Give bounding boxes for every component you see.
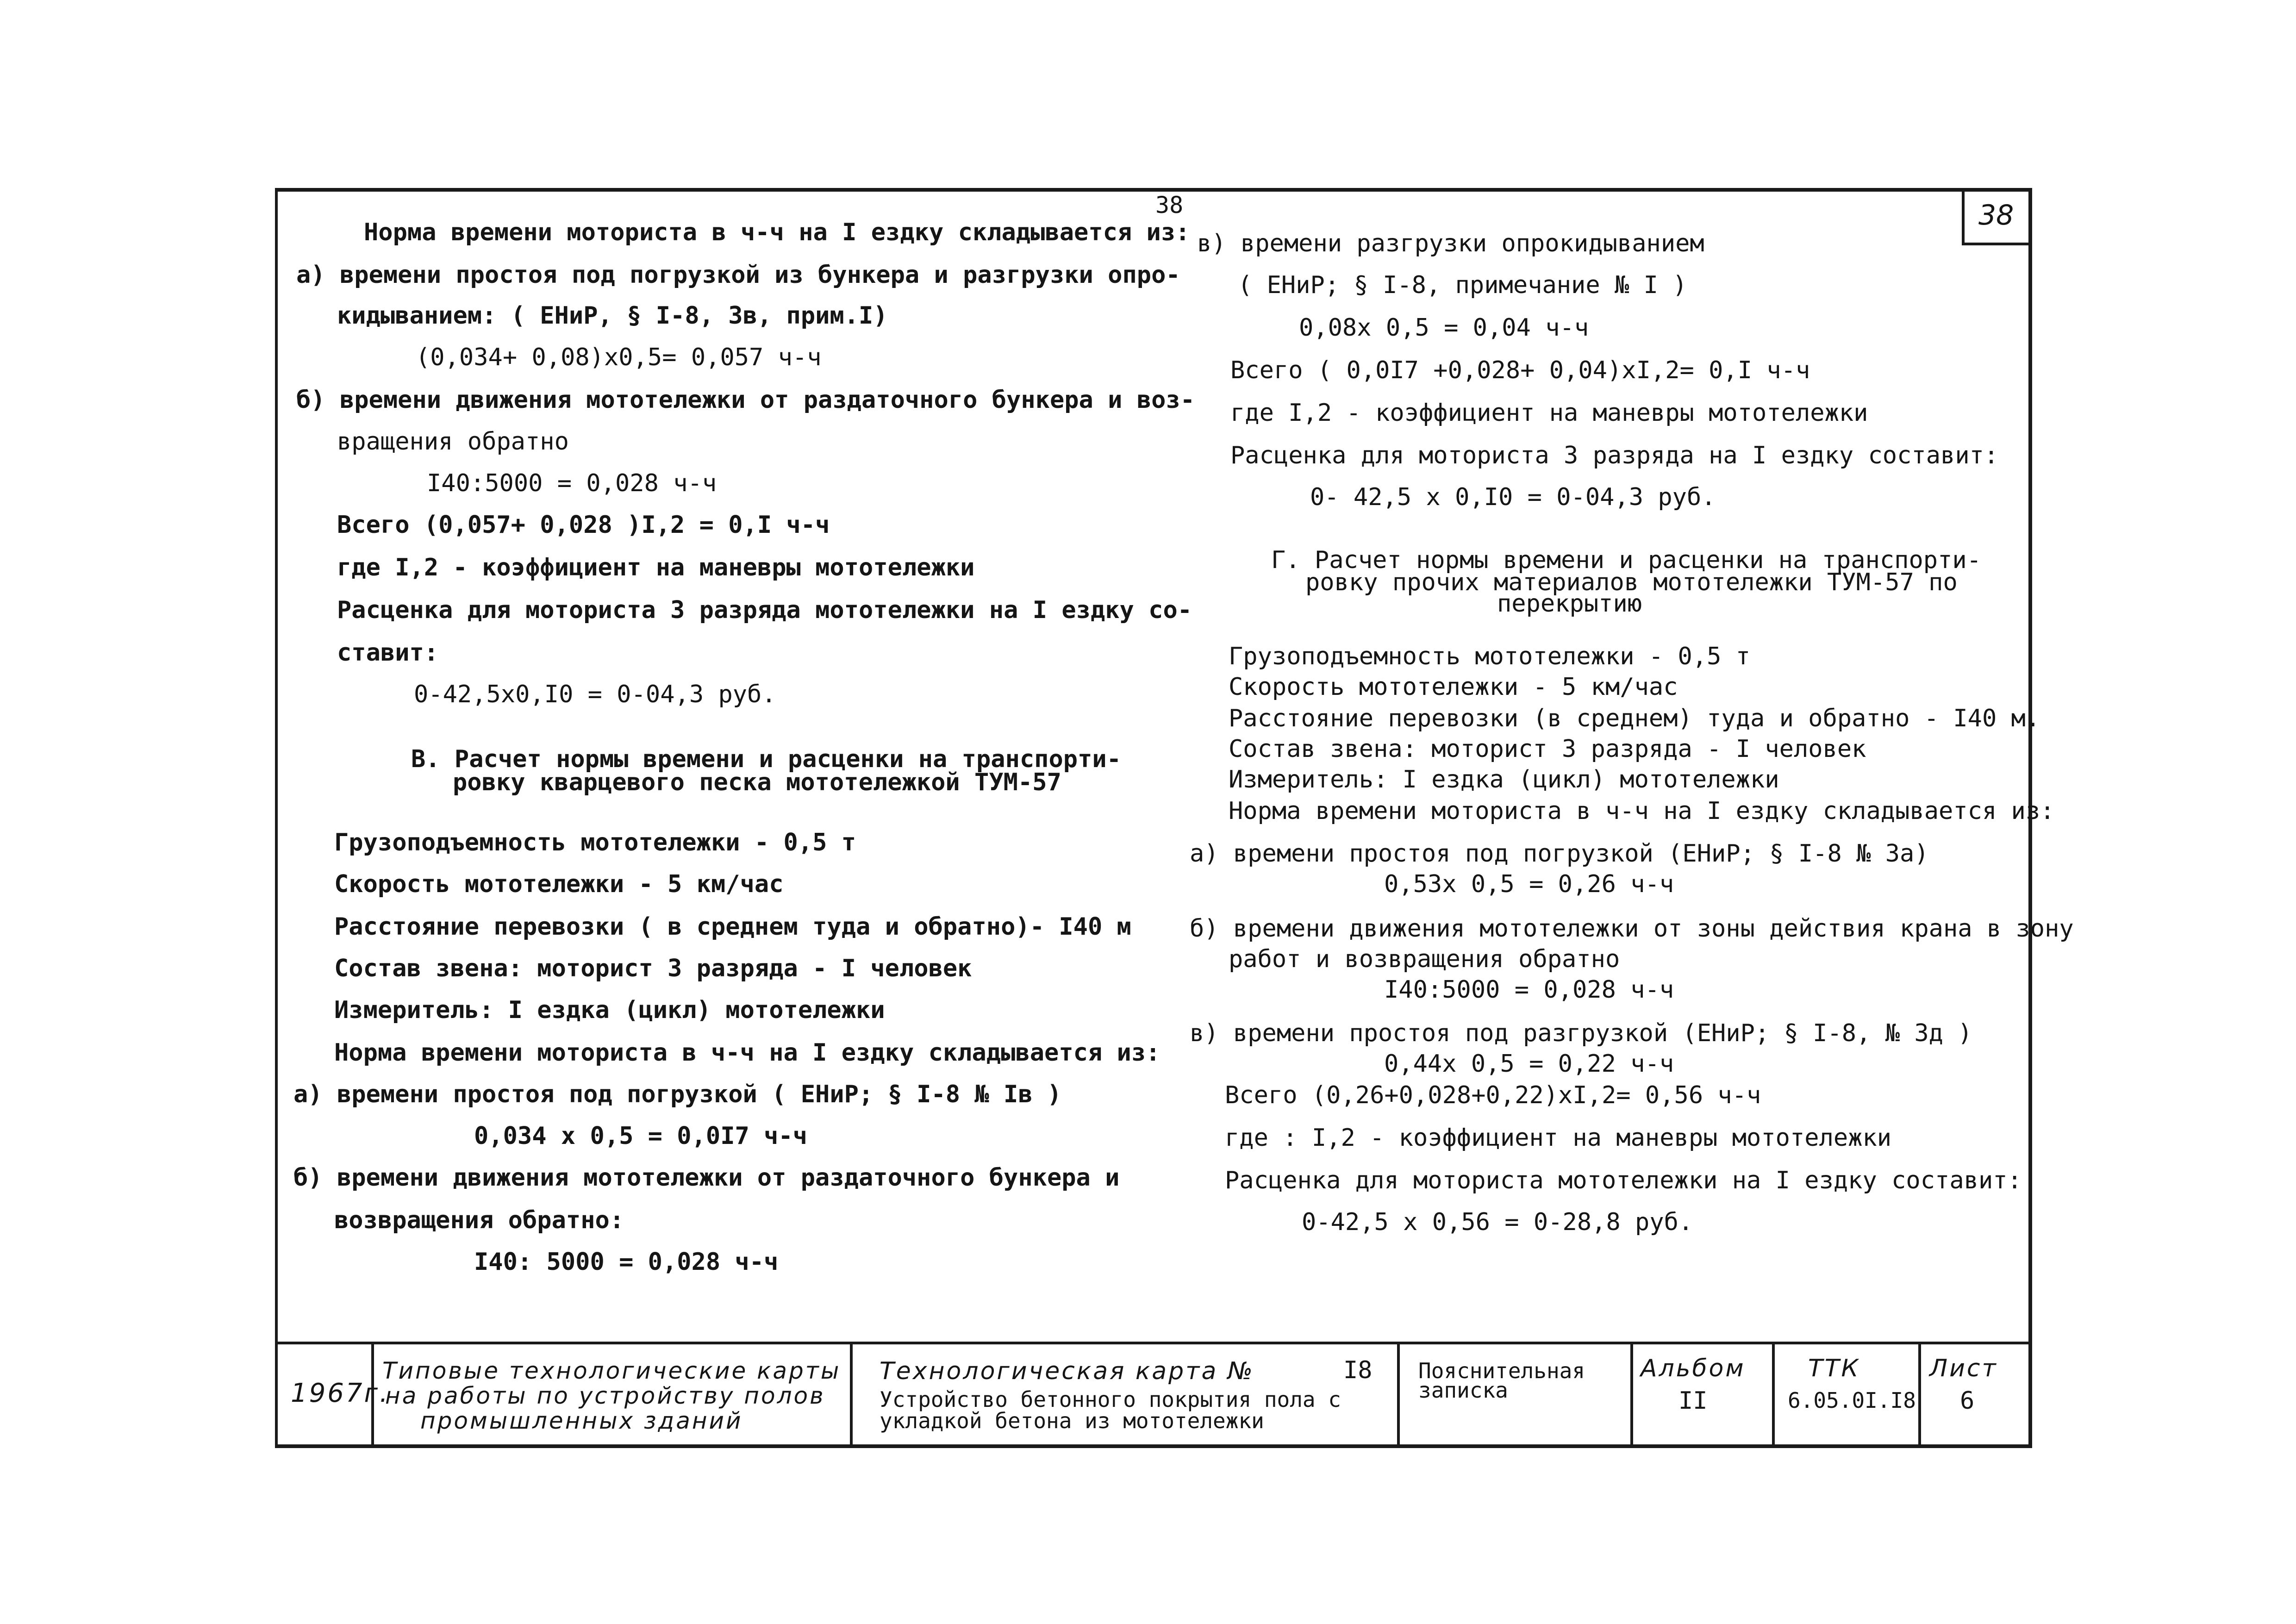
left-line: Скорость мототележки - 5 км/час — [334, 870, 784, 898]
section-heading-v: В. Расчет нормы времени и расценки на транспорти- — [411, 745, 1122, 773]
ttk-label: ТТК — [1808, 1355, 1860, 1382]
section-heading-v: ровку кварцевого песка мототележкой ТУМ-57 — [453, 768, 1061, 796]
year: 1967г. — [291, 1378, 390, 1408]
page-number: 38 — [1155, 192, 1184, 219]
left-line: Грузоподъемность мототележки - 0,5 т — [334, 829, 856, 856]
right-line: а) времени простоя под погрузкой (ЕНиР; § I-8 № 3а) — [1190, 840, 1929, 868]
doc-type-line: записка — [1418, 1378, 1508, 1403]
right-line: Расценка для моториста мототележки на I ездку составит: — [1225, 1167, 2022, 1194]
right-line: 0,53х 0,5 = 0,26 ч-ч — [1384, 870, 1674, 898]
right-line: Всего (0,26+0,028+0,22)хI,2= 0,56 ч-ч — [1225, 1081, 1761, 1109]
title-block-top-border — [275, 1342, 2032, 1344]
right-line: 0,44х 0,5 = 0,22 ч-ч — [1384, 1050, 1674, 1078]
right-line: в) времени простоя под разгрузкой (ЕНиР; § I-8, № 3д ) — [1190, 1019, 1972, 1047]
right-line: где : I,2 - коэффициент на маневры мототележки — [1225, 1124, 1892, 1152]
left-line: Расценка для моториста 3 разряда мототележки на I ездку со- — [337, 596, 1192, 624]
left-line: I40: 5000 = 0,028 ч-ч — [474, 1248, 779, 1276]
left-line: а) времени простоя под погрузкой ( ЕНиР; § I-8 № Iв ) — [293, 1081, 1062, 1108]
album-label: Альбом — [1641, 1355, 1746, 1382]
left-line: где I,2 - коэффициент на маневры мототележки — [337, 554, 975, 581]
right-line: Состав звена: моторист 3 разряда - I человек — [1229, 735, 1866, 763]
series-title-line: промышленных зданий — [420, 1407, 743, 1434]
right-line: Всего ( 0,0I7 +0,028+ 0,04)хI,2= 0,I ч-ч — [1230, 356, 1810, 384]
left-line: возвращения обратно: — [334, 1206, 624, 1234]
left-line: 0,034 х 0,5 = 0,0I7 ч-ч — [474, 1122, 808, 1150]
left-line: Состав звена: моторист 3 разряда - I человек — [334, 955, 972, 982]
left-line: I40:5000 = 0,028 ч-ч — [427, 469, 717, 497]
sheet-number-box — [1962, 188, 2032, 245]
sheet-value: 6 — [1960, 1387, 1975, 1415]
ttk-value: 6.05.0I.I8 — [1788, 1388, 1916, 1413]
left-line: Всего (0,057+ 0,028 )I,2 = 0,I ч-ч — [337, 511, 830, 539]
right-line: Скорость мототележки - 5 км/час — [1229, 673, 1678, 701]
right-line: 0,08х 0,5 = 0,04 ч-ч — [1299, 314, 1589, 342]
title-block-divider — [1918, 1342, 1921, 1448]
left-line: а) времени простоя под погрузкой из бункера и разгрузки опро- — [296, 261, 1180, 289]
right-line: б) времени движения мототележки от зоны действия крана в зону — [1190, 915, 2074, 943]
right-line: Расценка для моториста 3 разряда на I ездку составит: — [1230, 442, 1999, 469]
right-line: работ и возвращения обратно — [1229, 945, 1620, 973]
album-value: II — [1678, 1387, 1708, 1415]
title-block-divider — [1397, 1342, 1400, 1448]
title-block-divider — [1630, 1342, 1633, 1448]
right-line: 0-42,5 х 0,56 = 0-28,8 руб. — [1302, 1208, 1693, 1236]
right-line: I40:5000 = 0,028 ч-ч — [1384, 976, 1674, 1004]
section-heading-g: перекрытию — [1497, 590, 1642, 618]
title-block-divider — [850, 1342, 853, 1448]
right-line: Расстояние перевозки (в среднем) туда и обратно - I40 м. — [1229, 705, 2040, 732]
sheet-number: 38 — [1978, 199, 2014, 231]
left-line: Измеритель: I ездка (цикл) мототележки — [334, 996, 885, 1024]
series-title-line: Типовые технологические карты — [382, 1357, 841, 1384]
left-line: ставит: — [337, 639, 439, 667]
right-line: Грузоподъемность мототележки - 0,5 т — [1229, 643, 1751, 670]
left-line: (0,034+ 0,08)х0,5= 0,057 ч-ч — [416, 344, 822, 371]
section-heading-g: ровку прочих материалов мототележки ТУМ-57 по — [1305, 568, 1958, 596]
right-line: в) времени разгрузки опрокидыванием — [1197, 230, 1704, 257]
right-line: Измеритель: I ездка (цикл) мототележки — [1229, 766, 1779, 793]
title-block-divider — [1772, 1342, 1775, 1448]
left-line: б) времени движения мототележки от раздаточного бункера и воз- — [296, 386, 1195, 414]
left-line: Норма времени моториста в ч-ч на I ездку складывается из: — [334, 1039, 1160, 1067]
right-line: ( ЕНиР; § I-8, примечание № I ) — [1238, 271, 1687, 299]
series-title-line: на работы по устройству полов — [385, 1382, 825, 1409]
left-line: Норма времени моториста в ч-ч на I ездку складывается из: — [364, 219, 1190, 246]
right-line: Норма времени моториста в ч-ч на I ездку складывается из: — [1229, 797, 2055, 825]
card-title-line: укладкой бетона из мототележки — [880, 1408, 1264, 1433]
left-line: вращения обратно — [337, 428, 569, 456]
left-line: Расстояние перевозки ( в среднем туда и обратно)- I40 м — [334, 913, 1131, 941]
doc-type-line: Пояснительная — [1418, 1358, 1585, 1383]
right-line: 0- 42,5 х 0,I0 = 0-04,3 руб. — [1310, 483, 1716, 511]
card-title-line: Устройство бетонного покрытия пола с — [880, 1387, 1341, 1412]
left-line: кидыванием: ( ЕНиР, § I-8, 3в, прим.I) — [337, 302, 888, 330]
card-label: Технологическая карта № — [880, 1357, 1254, 1385]
sheet-label: Лист — [1929, 1355, 1998, 1382]
right-line: где I,2 - коэффициент на маневры мототележки — [1230, 399, 1868, 427]
section-heading-g: Г. Расчет нормы времени и расценки на транспорти- — [1271, 546, 1982, 574]
left-line: 0-42,5х0,I0 = 0-04,3 руб. — [414, 681, 776, 708]
left-line: б) времени движения мототележки от раздаточного бункера и — [293, 1164, 1120, 1192]
card-number: I8 — [1343, 1356, 1373, 1384]
